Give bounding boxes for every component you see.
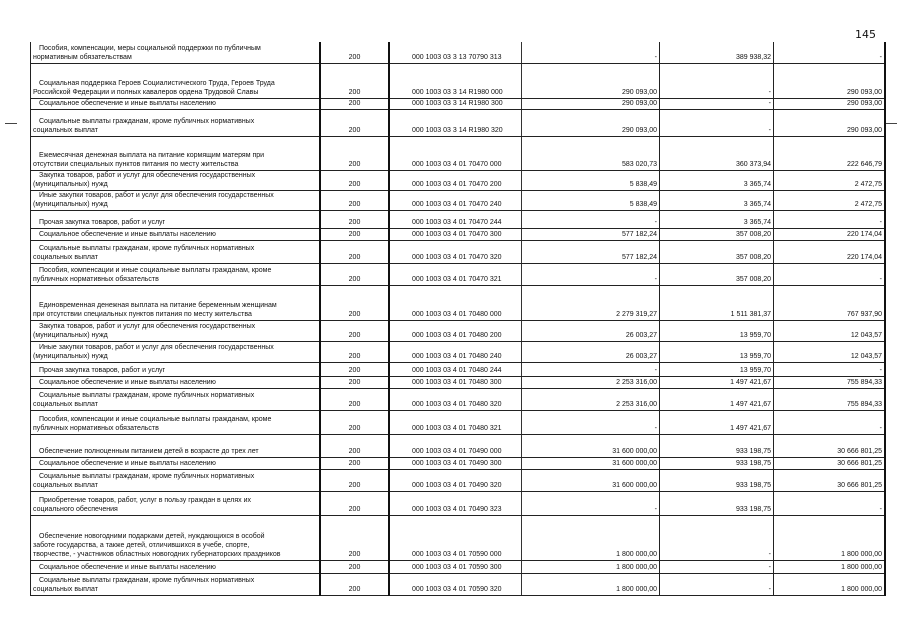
row-description	[31, 210, 321, 228]
row-line-code: 200	[320, 263, 389, 285]
unexecuted-amount: -	[774, 42, 886, 63]
unexecuted-amount: 1 800 000,00	[774, 573, 886, 595]
description-line: заботе государства, а также детей, отличившихся в учебе, спорте,	[33, 541, 250, 549]
executed-amount: 389 938,32	[660, 42, 774, 63]
executed-amount: 3 365,74	[660, 170, 774, 190]
approved-amount: 290 093,00	[522, 98, 660, 109]
row-description	[31, 228, 321, 240]
unexecuted-amount: -	[774, 362, 886, 376]
description-line: (муниципальных) нужд	[33, 180, 108, 188]
scan-mark-right	[885, 123, 897, 124]
page-number: 145	[855, 28, 876, 41]
description-line: Единовременная денежная выплата на питание беременным женщинам	[39, 301, 277, 309]
table-row	[31, 362, 886, 376]
description-line: отсутствии специальных пунктов питания по месту жительства	[33, 160, 239, 168]
budget-classification-code: 000 1003 03 4 01 70470 300	[389, 228, 522, 240]
table-row	[31, 573, 886, 595]
executed-amount: 1 511 381,37	[660, 285, 774, 320]
unexecuted-amount: 220 174,04	[774, 228, 886, 240]
approved-amount: 5 838,49	[522, 170, 660, 190]
row-description	[31, 98, 321, 109]
budget-classification-code: 000 1003 03 4 01 70480 244	[389, 362, 522, 376]
executed-amount: 13 959,70	[660, 341, 774, 362]
description-line: социальных выплат	[33, 481, 98, 489]
approved-amount: -	[522, 42, 660, 63]
row-line-code: 200	[320, 457, 389, 469]
approved-amount: -	[522, 491, 660, 515]
executed-amount: 1 497 421,67	[660, 410, 774, 434]
row-line-code: 200	[320, 469, 389, 491]
description-line: Пособия, компенсации и иные социальные выплаты гражданам, кроме	[39, 266, 272, 274]
row-description	[31, 388, 321, 410]
row-description	[31, 190, 321, 210]
row-description	[31, 491, 321, 515]
unexecuted-amount: 30 666 801,25	[774, 457, 886, 469]
row-line-code: 200	[320, 320, 389, 341]
budget-classification-code: 000 1003 03 4 01 70480 321	[389, 410, 522, 434]
unexecuted-amount: 1 800 000,00	[774, 560, 886, 573]
budget-classification-code: 000 1003 03 3 14 R1980 000	[389, 63, 522, 98]
description-line: (муниципальных) нужд	[33, 200, 108, 208]
unexecuted-amount: 2 472,75	[774, 170, 886, 190]
row-description	[31, 63, 321, 98]
budget-classification-code: 000 1003 03 4 01 70470 320	[389, 240, 522, 263]
row-line-code: 200	[320, 170, 389, 190]
row-line-code: 200	[320, 63, 389, 98]
approved-amount: 1 800 000,00	[522, 560, 660, 573]
unexecuted-amount: -	[774, 491, 886, 515]
description-line: Прочая закупка товаров, работ и услуг	[39, 218, 166, 226]
approved-amount: 31 600 000,00	[522, 434, 660, 457]
approved-amount: 26 003,27	[522, 320, 660, 341]
description-line: Закупка товаров, работ и услуг для обеспечения государственных	[39, 322, 256, 330]
table-row	[31, 63, 886, 98]
description-line: Социальные выплаты гражданам, кроме публичных нормативных	[39, 244, 255, 252]
description-line: Социальное обеспечение и иные выплаты населению	[39, 230, 216, 238]
row-description	[31, 170, 321, 190]
description-line: Социальное обеспечение и иные выплаты населению	[39, 99, 216, 107]
row-description	[31, 341, 321, 362]
description-line: Социальная поддержка Героев Социалистического Труда, Героев Труда	[39, 79, 275, 87]
description-line	[33, 292, 317, 301]
table-row	[31, 42, 886, 63]
description-line: Иные закупки товаров, работ и услуг для обеспечения государственных	[39, 343, 274, 351]
unexecuted-amount: -	[774, 410, 886, 434]
row-description	[31, 457, 321, 469]
approved-amount: 1 800 000,00	[522, 573, 660, 595]
row-description	[31, 362, 321, 376]
executed-amount: 933 198,75	[660, 457, 774, 469]
description-line: Иные закупки товаров, работ и услуг для обеспечения государственных	[39, 191, 274, 199]
description-line	[33, 142, 317, 151]
table-row	[31, 136, 886, 170]
table-row	[31, 388, 886, 410]
executed-amount: 1 497 421,67	[660, 376, 774, 388]
table-row	[31, 263, 886, 285]
budget-classification-code: 000 1003 03 4 01 70480 000	[389, 285, 522, 320]
budget-classification-code: 000 1003 03 3 14 R1980 300	[389, 98, 522, 109]
description-line: Российской Федерации и полных кавалеров ордена Трудовой Славы	[33, 88, 259, 96]
description-line: Социальное обеспечение и иные выплаты населению	[39, 563, 216, 571]
approved-amount: -	[522, 362, 660, 376]
row-line-code: 200	[320, 376, 389, 388]
description-line: Социальные выплаты гражданам, кроме публичных нормативных	[39, 117, 255, 125]
row-line-code: 200	[320, 434, 389, 457]
description-line: социальных выплат	[33, 126, 98, 134]
row-description	[31, 136, 321, 170]
unexecuted-amount: 220 174,04	[774, 240, 886, 263]
budget-classification-code: 000 1003 03 4 01 70590 000	[389, 515, 522, 560]
approved-amount: 290 093,00	[522, 109, 660, 136]
row-line-code: 200	[320, 228, 389, 240]
approved-amount: 26 003,27	[522, 341, 660, 362]
approved-amount: 583 020,73	[522, 136, 660, 170]
unexecuted-amount: 30 666 801,25	[774, 434, 886, 457]
description-line: Пособия, компенсации и иные социальные выплаты гражданам, кроме	[39, 415, 272, 423]
description-line: Обеспечение новогодними подарками детей, нуждающихся в особой	[39, 532, 265, 540]
row-description	[31, 434, 321, 457]
budget-classification-code: 000 1003 03 4 01 70480 320	[389, 388, 522, 410]
description-line: социальных выплат	[33, 400, 98, 408]
table-row	[31, 515, 886, 560]
row-line-code: 200	[320, 42, 389, 63]
table-row	[31, 285, 886, 320]
scan-mark-left	[5, 123, 17, 124]
description-line: Социальные выплаты гражданам, кроме публичных нормативных	[39, 472, 255, 480]
description-line: (муниципальных) нужд	[33, 331, 108, 339]
row-line-code: 200	[320, 210, 389, 228]
row-line-code: 200	[320, 285, 389, 320]
row-description	[31, 469, 321, 491]
description-line: Прочая закупка товаров, работ и услуг	[39, 366, 166, 374]
unexecuted-amount: 290 093,00	[774, 63, 886, 98]
table-row	[31, 210, 886, 228]
budget-classification-code: 000 1003 03 4 01 70470 000	[389, 136, 522, 170]
executed-amount: 357 008,20	[660, 240, 774, 263]
row-description	[31, 410, 321, 434]
table-row	[31, 469, 886, 491]
row-description	[31, 560, 321, 573]
row-description	[31, 515, 321, 560]
description-line	[33, 523, 317, 532]
unexecuted-amount: 30 666 801,25	[774, 469, 886, 491]
unexecuted-amount: -	[774, 210, 886, 228]
budget-classification-code: 000 1003 03 4 01 70490 323	[389, 491, 522, 515]
budget-execution-table	[30, 42, 886, 596]
executed-amount: -	[660, 109, 774, 136]
table-body	[31, 42, 886, 595]
row-description	[31, 109, 321, 136]
description-line: Ежемесячная денежная выплата на питание кормящим матерям при	[39, 151, 265, 159]
executed-amount: 360 373,94	[660, 136, 774, 170]
executed-amount: 933 198,75	[660, 434, 774, 457]
approved-amount: 577 182,24	[522, 240, 660, 263]
row-line-code: 200	[320, 341, 389, 362]
budget-classification-code: 000 1003 03 4 01 70470 244	[389, 210, 522, 228]
budget-classification-code: 000 1003 03 4 01 70590 320	[389, 573, 522, 595]
description-line: Социальные выплаты гражданам, кроме публичных нормативных	[39, 391, 255, 399]
row-line-code: 200	[320, 109, 389, 136]
table-row	[31, 434, 886, 457]
unexecuted-amount: -	[774, 263, 886, 285]
description-line	[33, 70, 317, 79]
table-row	[31, 190, 886, 210]
budget-classification-code: 000 1003 03 4 01 70480 300	[389, 376, 522, 388]
unexecuted-amount: 222 646,79	[774, 136, 886, 170]
approved-amount: 31 600 000,00	[522, 457, 660, 469]
executed-amount: 357 008,20	[660, 228, 774, 240]
row-line-code: 200	[320, 515, 389, 560]
description-line: Социальные выплаты гражданам, кроме публичных нормативных	[39, 576, 255, 584]
unexecuted-amount: 2 472,75	[774, 190, 886, 210]
row-line-code: 200	[320, 362, 389, 376]
description-line	[33, 438, 317, 447]
description-line: (муниципальных) нужд	[33, 352, 108, 360]
unexecuted-amount: 755 894,33	[774, 376, 886, 388]
approved-amount: 1 800 000,00	[522, 515, 660, 560]
description-line: нормативным обязательствам	[33, 53, 132, 61]
row-line-code: 200	[320, 388, 389, 410]
approved-amount: 31 600 000,00	[522, 469, 660, 491]
executed-amount: 933 198,75	[660, 491, 774, 515]
table-row	[31, 410, 886, 434]
row-description	[31, 376, 321, 388]
row-description	[31, 320, 321, 341]
budget-classification-code: 000 1003 03 4 01 70470 321	[389, 263, 522, 285]
description-line: Закупка товаров, работ и услуг для обеспечения государственных	[39, 171, 256, 179]
description-line: Социальное обеспечение и иные выплаты населению	[39, 459, 216, 467]
unexecuted-amount: 290 093,00	[774, 109, 886, 136]
unexecuted-amount: 1 800 000,00	[774, 515, 886, 560]
description-line: Социальное обеспечение и иные выплаты населению	[39, 378, 216, 386]
unexecuted-amount: 290 093,00	[774, 98, 886, 109]
approved-amount: -	[522, 263, 660, 285]
budget-classification-code: 000 1003 03 4 01 70470 200	[389, 170, 522, 190]
approved-amount: 577 182,24	[522, 228, 660, 240]
executed-amount: 933 198,75	[660, 469, 774, 491]
executed-amount: -	[660, 515, 774, 560]
description-line: творчестве, - участников областных новогодних губернаторских праздников	[33, 550, 281, 558]
budget-classification-code: 000 1003 03 4 01 70590 300	[389, 560, 522, 573]
approved-amount: 2 253 316,00	[522, 376, 660, 388]
row-description	[31, 240, 321, 263]
executed-amount: 3 365,74	[660, 190, 774, 210]
executed-amount: -	[660, 573, 774, 595]
budget-classification-code: 000 1003 03 4 01 70490 320	[389, 469, 522, 491]
row-line-code: 200	[320, 240, 389, 263]
description-line: публичных нормативных обязательств	[33, 275, 159, 283]
budget-classification-code: 000 1003 03 4 01 70490 000	[389, 434, 522, 457]
approved-amount: 2 279 319,27	[522, 285, 660, 320]
budget-classification-code: 000 1003 03 4 01 70480 200	[389, 320, 522, 341]
budget-classification-code: 000 1003 03 3 14 R1980 320	[389, 109, 522, 136]
row-line-code: 200	[320, 410, 389, 434]
approved-amount: -	[522, 210, 660, 228]
table-row	[31, 109, 886, 136]
approved-amount: -	[522, 410, 660, 434]
table-row	[31, 98, 886, 109]
row-line-code: 200	[320, 190, 389, 210]
executed-amount: 13 959,70	[660, 362, 774, 376]
unexecuted-amount: 12 043,57	[774, 341, 886, 362]
approved-amount: 290 093,00	[522, 63, 660, 98]
row-line-code: 200	[320, 136, 389, 170]
description-line: Приобретение товаров, работ, услуг в пользу граждан в целях их	[39, 496, 252, 504]
table-row	[31, 457, 886, 469]
executed-amount: 13 959,70	[660, 320, 774, 341]
row-line-code: 200	[320, 98, 389, 109]
row-description	[31, 263, 321, 285]
description-line: публичных нормативных обязательств	[33, 424, 159, 432]
budget-classification-code: 000 1003 03 3 13 70790 313	[389, 42, 522, 63]
row-line-code: 200	[320, 560, 389, 573]
budget-classification-code: 000 1003 03 4 01 70470 240	[389, 190, 522, 210]
executed-amount: -	[660, 63, 774, 98]
executed-amount: 357 008,20	[660, 263, 774, 285]
table-row	[31, 376, 886, 388]
description-line: социального обеспечения	[33, 505, 118, 513]
budget-classification-code: 000 1003 03 4 01 70490 300	[389, 457, 522, 469]
description-line: при отсутствии специальных пунктов питания по месту жительства	[33, 310, 252, 318]
table-row	[31, 228, 886, 240]
unexecuted-amount: 755 894,33	[774, 388, 886, 410]
description-line: социальных выплат	[33, 253, 98, 261]
executed-amount: 1 497 421,67	[660, 388, 774, 410]
table-row	[31, 491, 886, 515]
executed-amount: -	[660, 98, 774, 109]
row-description	[31, 285, 321, 320]
table-row	[31, 170, 886, 190]
table-row	[31, 240, 886, 263]
approved-amount: 2 253 316,00	[522, 388, 660, 410]
unexecuted-amount: 12 043,57	[774, 320, 886, 341]
unexecuted-amount: 767 937,90	[774, 285, 886, 320]
row-description	[31, 573, 321, 595]
approved-amount: 5 838,49	[522, 190, 660, 210]
executed-amount: 3 365,74	[660, 210, 774, 228]
row-line-code: 200	[320, 491, 389, 515]
description-line: Пособия, компенсации, меры социальной поддержки по публичным	[39, 44, 261, 52]
description-line: Обеспечение полноценным питанием детей в возрасте до трех лет	[39, 447, 259, 455]
description-line: социальных выплат	[33, 585, 98, 593]
row-line-code: 200	[320, 573, 389, 595]
table-row	[31, 560, 886, 573]
row-description	[31, 42, 321, 63]
table-row	[31, 341, 886, 362]
table-row	[31, 320, 886, 341]
executed-amount: -	[660, 560, 774, 573]
budget-classification-code: 000 1003 03 4 01 70480 240	[389, 341, 522, 362]
